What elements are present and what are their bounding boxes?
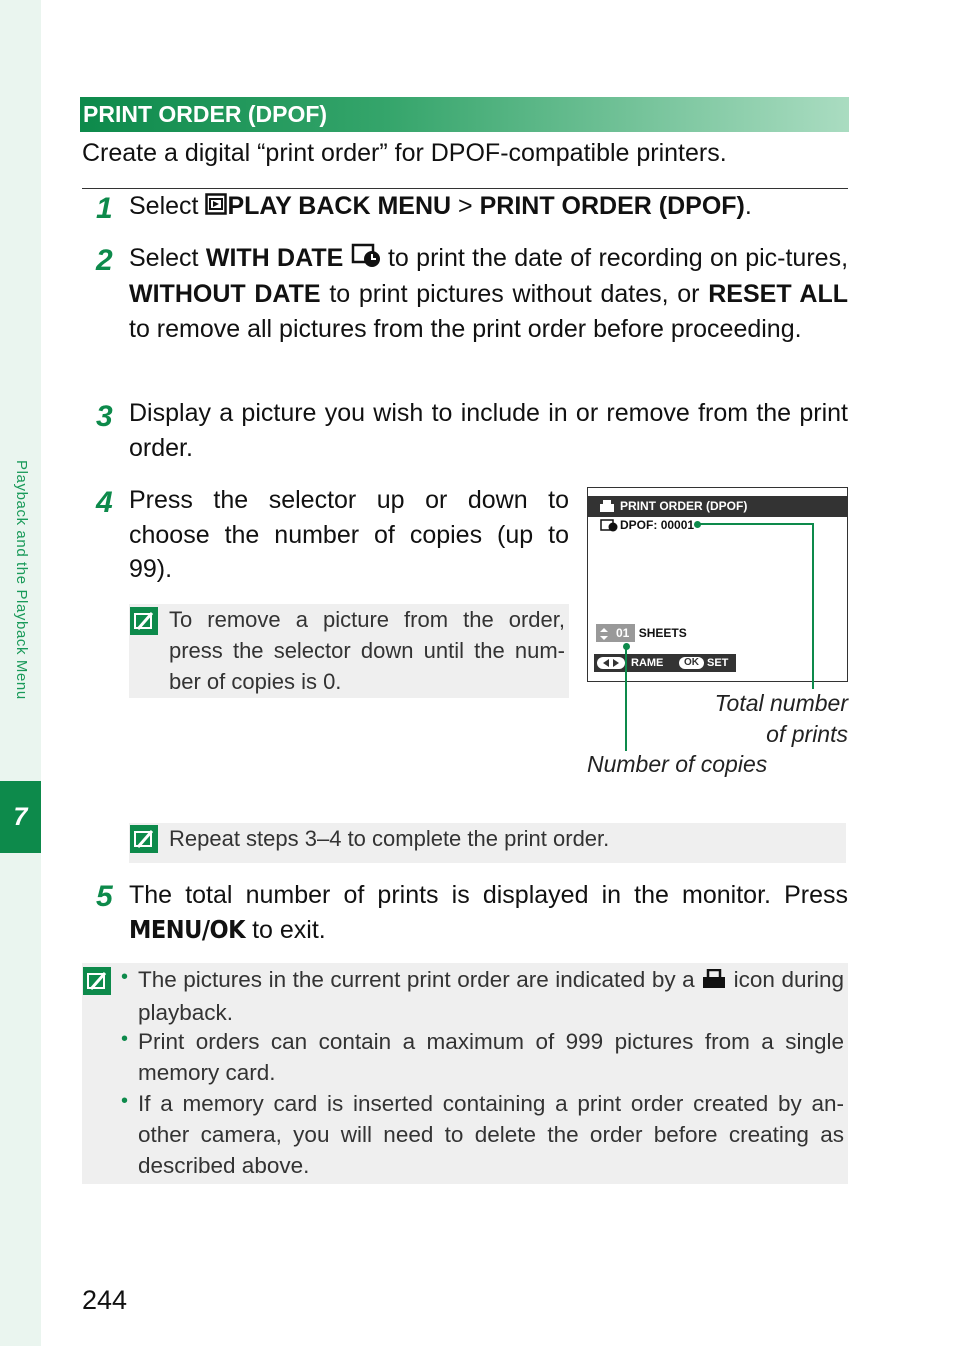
note-remove-text: To remove a picture from the order, press the selector down until the num-ber of copies is 0.	[169, 607, 565, 694]
chapter-title: Playback and the Playback Menu	[13, 460, 30, 700]
bullet-1-before: The pictures in the current print order are indicated by a	[138, 967, 695, 992]
total-prints-callout	[700, 688, 848, 750]
copies-callout: Number of copies	[587, 751, 768, 777]
step-2-number: 2	[96, 244, 113, 277]
note-icon	[129, 824, 159, 859]
set-label: SET	[707, 657, 729, 669]
menu-ok-button-label: MENU/OK	[129, 914, 246, 944]
total-callout-line	[696, 524, 813, 689]
step-1-sep: >	[458, 192, 473, 220]
step-2-select: Select	[129, 244, 199, 272]
step-5-text	[129, 878, 848, 947]
step-3-number: 3	[96, 400, 113, 433]
reset-all-option: RESET ALL	[708, 280, 848, 309]
bullet-2-marker: •	[121, 1028, 129, 1050]
copies-count: 01	[596, 624, 635, 642]
total-callout-line2: of prints	[766, 721, 848, 747]
dpof-label: DPOF:	[620, 518, 658, 532]
bullet-2-text: Print orders can contain a maximum of 999 pictures from a single memory card.	[138, 1029, 844, 1085]
step-2-text-c: to remove all pictures from the print order before proceeding.	[129, 314, 802, 343]
step-3-text: Display a picture you wish to include in or remove from the print order.	[129, 399, 848, 462]
bullet-1-after: icon during playback.	[138, 967, 844, 1025]
step-5-text-a: The total number of prints is displayed in the monitor. Press	[129, 881, 848, 909]
step-1-item: PRINT ORDER (DPOF)	[479, 192, 745, 220]
step-1-number: 1	[96, 192, 113, 225]
step-2-text-a: to print the date of recording on pic-tures,	[387, 244, 849, 272]
step-5-text-b: to exit.	[252, 915, 326, 944]
dpof-count: 00001	[660, 518, 695, 532]
frame-label: RAME	[631, 657, 664, 669]
with-date-option: WITH DATE	[205, 244, 344, 272]
step-4-text: Press the selector up or down to choose the number of copies (up to 99).	[129, 486, 569, 583]
print-order-icon	[701, 966, 727, 997]
step-5-number: 5	[96, 880, 113, 913]
camera-title: PRINT ORDER (DPOF)	[620, 499, 748, 513]
section-title: PRINT ORDER (DPOF)	[80, 97, 849, 132]
bullet-3-marker: •	[121, 1090, 129, 1112]
bullet-1-text	[138, 964, 844, 1028]
note-icon	[82, 966, 112, 1001]
note-repeat-steps	[129, 823, 846, 863]
total-callout-line1: Total number	[714, 690, 848, 716]
page-number: 244	[82, 1285, 128, 1315]
bullet-1-marker: •	[121, 966, 129, 988]
without-date-option: WITHOUT DATE	[129, 280, 321, 309]
section-intro: Create a digital “print order” for DPOF-compatible printers.	[82, 139, 727, 167]
step-1-menu: PLAY BACK MENU	[227, 192, 452, 220]
step-4-number: 4	[96, 486, 113, 519]
note-repeat-text: Repeat steps 3–4 to complete the print order.	[169, 826, 610, 851]
chapter-tab: 7	[0, 781, 41, 853]
step-1-select: Select	[129, 192, 199, 220]
sheets-label: SHEETS	[638, 626, 687, 640]
step-1-end: .	[744, 192, 752, 220]
step-2-text-b: to print pictures without dates, or	[329, 280, 700, 309]
ok-button-icon: OK	[679, 657, 704, 669]
bullet-3-text: If a memory card is inserted containing a print order created by an-other camera, you will need to delete the order before creating as described above.	[138, 1091, 844, 1178]
